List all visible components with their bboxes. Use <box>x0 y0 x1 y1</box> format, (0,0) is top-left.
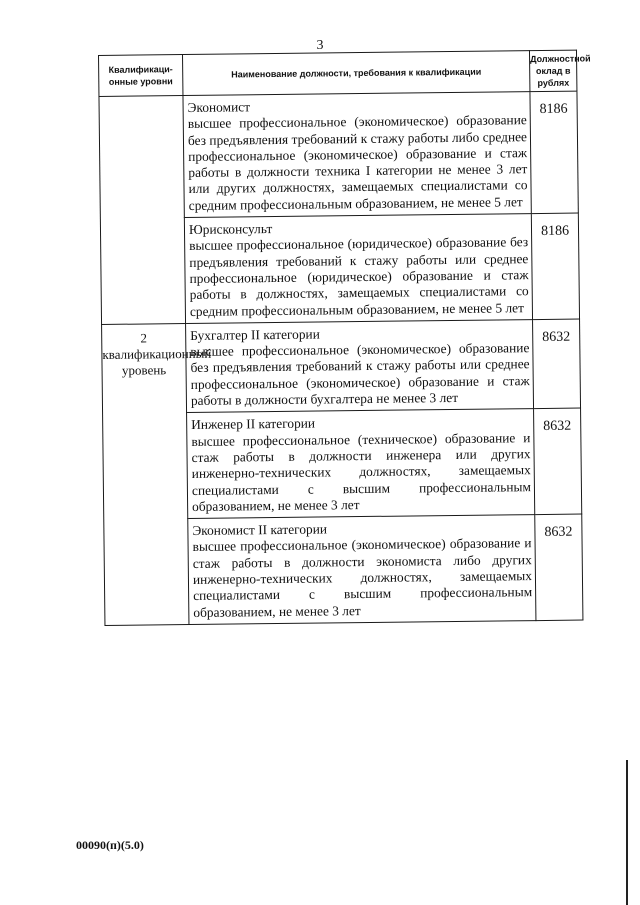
page-number: 3 <box>316 38 324 53</box>
post-cell <box>184 214 532 324</box>
post-cell <box>183 92 531 218</box>
post-title: Экономист <box>187 99 251 115</box>
post-requirements: высшее профессиональное (экономическое) образование и стаж работы в должности экономиста либо других инженерно-технических должностях, замещаемых специалистами с высшим профессиональным образованием, не менее 3 лет <box>192 535 533 620</box>
header-salary: Должностной оклад в рублях <box>529 50 576 92</box>
post-cell <box>187 409 535 519</box>
scan-edge-line <box>626 760 628 905</box>
post-requirements: высшее профессиональное (техническое) образование и стаж работы в должности инженера или других инженерно-технических должностях, замещаемых специалистами с высшим профессиональным образованием, не менее 3 лет <box>191 429 532 514</box>
post-title: Юрисконсульт <box>188 221 273 238</box>
post-requirements: высшее профессиональное (экономическое) образование без предъявления требований к стажу работы или среднее профессиональное (экономическое) образование и стаж работы в должности бухгалтера не менее 3 лет <box>190 340 530 409</box>
header-post-and-requirements: Наименование должности, требования к квалификации <box>183 51 530 96</box>
salary-cell: 8186 <box>531 213 579 319</box>
header-qualification-levels: Квалификаци-онные уровни <box>99 55 183 97</box>
table-header-row <box>99 50 577 96</box>
post-title: Бухгалтер II категории <box>190 326 320 343</box>
salary-cell: 8632 <box>534 408 582 514</box>
post-title: Экономист II категории <box>192 521 328 539</box>
level-cell: 2 квалификационный уровень <box>102 323 189 625</box>
table-row <box>99 91 578 218</box>
post-cell <box>186 319 534 412</box>
post-requirements: высшее профессиональное (юридическое) образование без предъявления требований к стажу работы или среднее профессиональное (юридическое) образование и стаж работы в должностях, замещаемых специалистами со средним профессиональным образованием, не менее 5 лет <box>189 234 529 319</box>
post-requirements: высшее профессиональное (экономическое) образование без предъявления требований к стажу работы либо среднее профессиональное (экономическое) образование и стаж работы в должности техника I категории не менее 3 лет или других должностях, замещаемых специалистами со средним профессиональным образованием, не менее 5 лет <box>187 112 528 213</box>
level-cell <box>99 96 186 325</box>
salary-cell: 8632 <box>535 514 583 620</box>
post-title: Инженер II категории <box>191 415 316 433</box>
document-code: 00090(п)(5.0) <box>76 838 144 852</box>
salary-cell: 8186 <box>530 91 578 214</box>
salary-cell: 8632 <box>533 319 581 409</box>
post-cell <box>188 515 536 625</box>
table-row <box>102 319 581 414</box>
qualification-table <box>98 50 591 626</box>
